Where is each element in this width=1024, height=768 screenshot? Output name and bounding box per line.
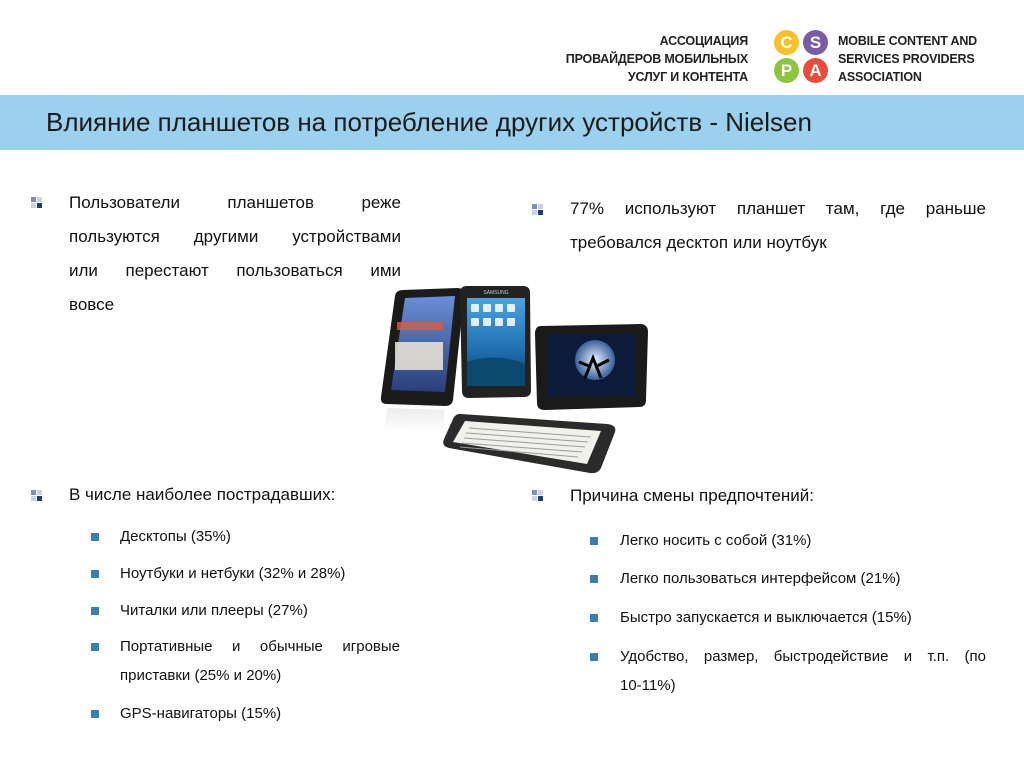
left-bottom-heading: В числе наиболее пострадавших: [69,485,336,504]
tablet-brand: SAMSUNG [483,290,509,296]
list-item: Удобство, размер, быстродействие и т.п. (по 10-11%) [620,648,986,694]
square-bullet-icon [91,607,99,615]
right-top-text: 77% используют планшет там, где раньше требовался десктоп или ноутбук [570,199,986,252]
list-item: Портативные и обычные игровые приставки (25% и 20%) [120,638,400,684]
bullet-icon [31,490,42,501]
list-item: Легко носить с собой (31%) [620,532,812,549]
logo-english-text: MOBILE CONTENT AND SERVICES PROVIDERS ASSOCIATION [838,34,977,84]
square-bullet-icon [590,537,598,545]
list-item: Ноутбуки и нетбуки (32% и 28%) [120,565,346,582]
square-bullet-icon [590,575,598,583]
list-item: Легко пользоваться интерфейсом (21%) [620,570,901,587]
square-bullet-icon [590,653,598,661]
logo-letter-s: S [803,30,828,55]
logo-letter-p: P [774,58,799,83]
square-bullet-icon [91,643,99,651]
cspa-logo [560,30,1000,85]
tablets-image [365,282,670,482]
logo-letter-c: C [774,30,799,55]
square-bullet-icon [91,710,99,718]
logo-russian-text: АССОЦИАЦИЯ ПРОВАЙДЕРОВ МОБИЛЬНЫХ УСЛУГ И КОНТЕНТА [565,34,748,84]
list-item: GPS-навигаторы (15%) [120,705,282,722]
title-bar [0,95,1024,150]
list-item: Быстро запускается и выключается (15%) [620,609,912,626]
left-top-text: Пользователи планшетов реже пользуются другими устройствами или перестают пользоваться ими вовсе [69,193,401,314]
bullet-icon [532,490,543,501]
list-item: Десктопы (35%) [120,528,231,545]
right-bottom-heading: Причина смены предпочтений: [570,486,815,505]
logo-letter-a: A [803,58,828,83]
square-bullet-icon [91,533,99,541]
square-bullet-icon [590,614,598,622]
bullet-icon [31,197,42,208]
bullet-icon [532,204,543,215]
list-item: Читалки или плееры (27%) [120,602,308,619]
square-bullet-icon [91,570,99,578]
page-title: Влияние планшетов на потребление других устройств - Nielsen [46,107,812,137]
